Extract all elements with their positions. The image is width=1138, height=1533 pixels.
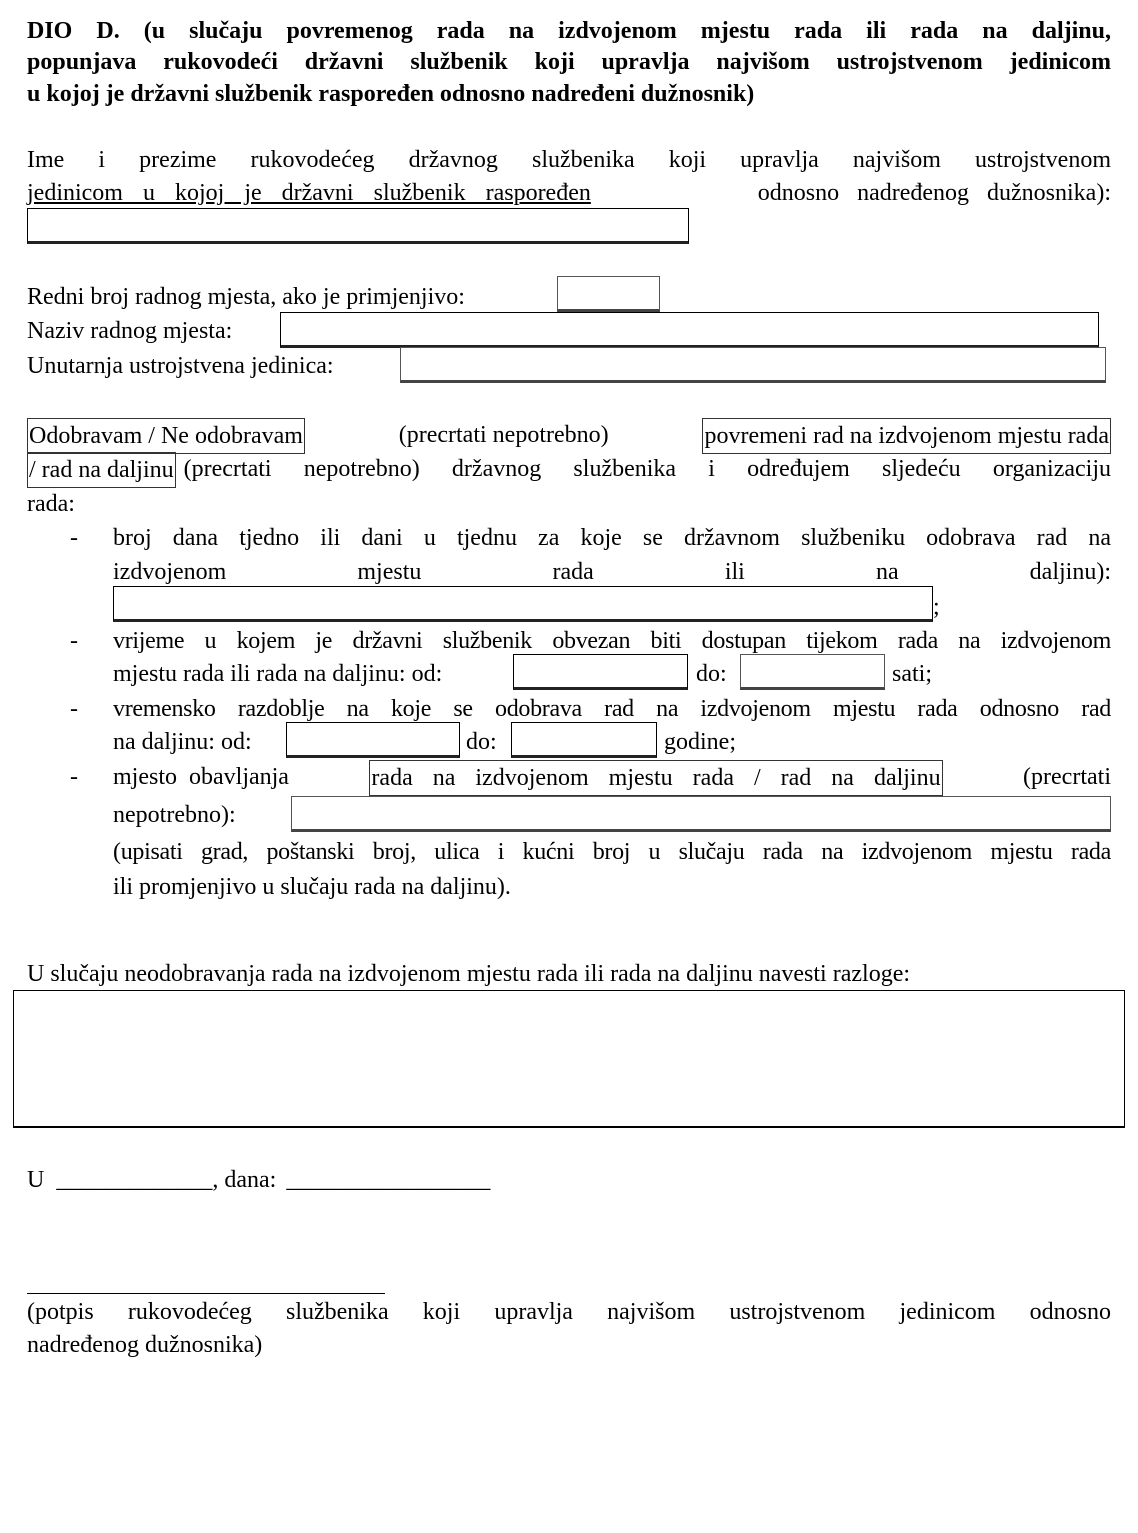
unit-label: Unutarnja ustrojstvena jedinica:	[27, 353, 334, 379]
place-blank[interactable]: _____________	[56, 1167, 213, 1193]
bullet-dash: -	[70, 525, 78, 551]
location-note-text-1: (upisati grad, poštanski broj, ulica i kućni broj u slučaju rada na izdvojenom mjestu rada	[113, 839, 1111, 865]
period-line-1	[113, 692, 1111, 726]
heading-line-2	[27, 45, 1111, 79]
period-to-label: do:	[466, 729, 497, 755]
manager-name-label-rest: odnosno nadređenog dužnosnika):	[757, 180, 1111, 206]
location-line-2-label: nepotrebno):	[113, 802, 236, 828]
availability-prefix: mjestu rada ili rada na daljinu: od:	[113, 661, 443, 687]
period-from-input[interactable]	[286, 722, 460, 758]
unit-input[interactable]	[400, 347, 1106, 383]
signature-caption-2: nadređenog dužnosnika)	[27, 1332, 263, 1358]
position-title-input[interactable]	[280, 312, 1099, 348]
days-word: na	[875, 559, 899, 585]
strike-note-1: (precrtati nepotrebno)	[398, 422, 609, 448]
location-type-box[interactable]: rada na izdvojenom mjestu rada / rad na daljinu	[369, 760, 942, 796]
manager-name-input[interactable]	[27, 208, 689, 244]
availability-line-1	[113, 624, 1111, 658]
availability-text-1: vrijeme u kojem je državni službenik obvezan biti dostupan tijekom rada na izdvojenom	[113, 628, 1111, 654]
heading-line-1	[27, 14, 1111, 48]
manager-name-label-underlined: jedinicom u kojoj je državni službenik raspoređen	[27, 180, 591, 206]
location-note-1	[113, 835, 1111, 869]
place-prefix: U	[27, 1167, 45, 1193]
approval-line-1	[27, 418, 1111, 454]
rejection-reasons-textarea[interactable]	[13, 990, 1125, 1128]
availability-from-input[interactable]	[513, 654, 688, 690]
date-blank[interactable]: _________________	[286, 1167, 491, 1193]
ordinal-label: Redni broj radnog mjesta, ako je primjenjivo:	[27, 284, 465, 310]
availability-suffix: sati;	[892, 661, 932, 687]
ordinal-input[interactable]	[557, 276, 660, 312]
availability-to-input[interactable]	[740, 654, 885, 690]
place-date-line	[27, 1163, 490, 1197]
date-label: , dana:	[212, 1167, 277, 1193]
manager-name-label-text-1: Ime i prezime rukovodećeg državnog službenika koji upravlja najvišom ustrojstvenom	[27, 147, 1111, 173]
days-word: izdvojenom	[113, 559, 227, 585]
location-line-1	[113, 760, 1111, 796]
heading-text-2: popunjava rukovodeći državni službenik koji upravlja najvišom ustrojstvenom jedinicom	[27, 49, 1111, 75]
days-suffix: ;	[933, 594, 940, 620]
bullet-dash: -	[70, 628, 78, 654]
heading-line-3: u kojoj je državni službenik raspoređen odnosno nadređeni dužnosnik)	[27, 81, 755, 107]
signature-line[interactable]	[27, 1293, 385, 1294]
work-type-box-2[interactable]: / rad na daljinu	[27, 452, 176, 488]
approve-option-box[interactable]: Odobravam / Ne odobravam	[27, 418, 305, 454]
days-word: rada	[552, 559, 594, 585]
days-word: ili	[724, 559, 745, 585]
days-text-1: broj dana tjedno ili dani u tjednu za koje se državnom službeniku odobrava rad na	[113, 525, 1111, 551]
signature-caption-text-1: (potpis rukovodećeg službenika koji upravlja najvišom ustrojstvenom jedinicom odnosno	[27, 1299, 1111, 1325]
location-suffix: (precrtati	[1023, 764, 1111, 790]
manager-name-label-1	[27, 143, 1111, 177]
location-input[interactable]	[291, 796, 1111, 832]
rejection-label: U slučaju neodobravanja rada na izdvojenom mjestu rada ili rada na daljinu navesti razloge:	[27, 961, 911, 987]
days-word: mjestu	[357, 559, 422, 585]
period-text-1: vremensko razdoblje na koje se odobrava rad na izdvojenom mjestu rada odnosno rad	[113, 696, 1111, 722]
days-line-1	[113, 521, 1111, 555]
manager-name-label-2	[27, 176, 1111, 210]
days-line-2	[113, 555, 1111, 589]
approval-line-2	[27, 452, 1111, 488]
heading-text-1: DIO D. (u slučaju povremenog rada na izdvojenom mjestu rada ili rada na daljinu,	[27, 18, 1111, 44]
bullet-dash: -	[70, 696, 78, 722]
approval-line-2-rest: (precrtati nepotrebno) državnog službenika i određujem sljedeću organizaciju	[183, 456, 1111, 482]
period-to-input[interactable]	[511, 722, 657, 758]
availability-to-label: do:	[696, 661, 727, 687]
approval-line-3: rada:	[27, 491, 75, 517]
period-prefix: na daljinu: od:	[113, 729, 252, 755]
period-suffix: godine;	[664, 729, 736, 755]
location-prefix: mjesto obavljanja	[113, 764, 289, 790]
bullet-dash: -	[70, 764, 78, 790]
location-note-2: ili promjenjivo u slučaju rada na daljinu).	[113, 874, 511, 900]
days-word: daljinu):	[1029, 559, 1111, 585]
position-title-label: Naziv radnog mjesta:	[27, 318, 233, 344]
signature-caption-1	[27, 1295, 1111, 1329]
work-type-box-1[interactable]: povremeni rad na izdvojenom mjestu rada	[702, 418, 1111, 454]
days-input[interactable]	[113, 586, 933, 622]
